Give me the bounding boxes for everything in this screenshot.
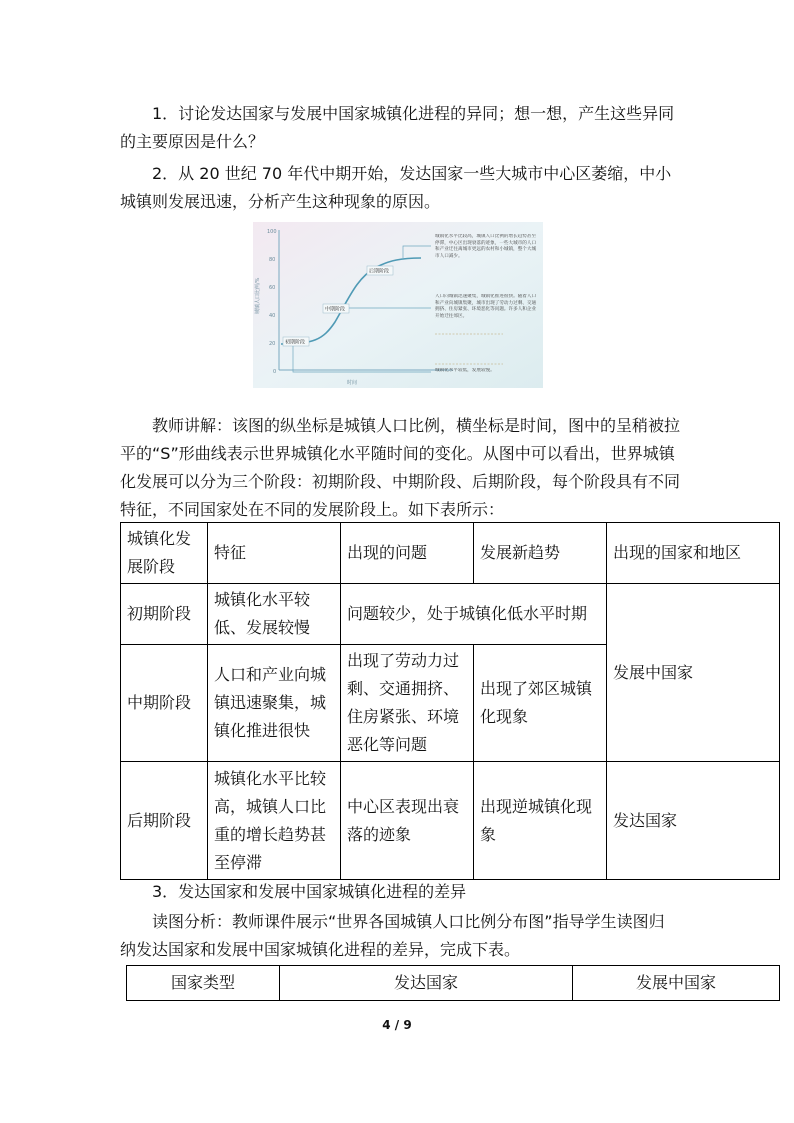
header-cell: 出现的国家和地区 xyxy=(607,523,780,584)
table-row xyxy=(121,762,780,880)
header-cell: 发达国家 xyxy=(280,966,573,1001)
urbanization-stages-table xyxy=(120,522,780,880)
y-tick: 40 xyxy=(269,313,276,319)
header-cell: 特征 xyxy=(208,523,341,584)
urbanization-s-curve-figure xyxy=(253,222,543,388)
stage-label-middle: 中期阶段 xyxy=(325,306,346,313)
feature-cell: 城镇化水平比较高，城镇人口比重的增长趋势甚至停滞 xyxy=(208,762,341,880)
teacher-explanation: 教师讲解：该图的纵坐标是城镇人口比例，横坐标是时间，图中的呈稍被拉平的“S”形曲线表示世界城镇化水平随时间的变化。从图中可以看出，世界城镇化发展可以分为三个阶段：初期阶段、中期阶段、后期阶段，每个阶段具有不同特征，不同国家处在不同的发展阶段上。如下表所示： xyxy=(120,416,681,519)
header-cell: 国家类型 xyxy=(127,966,280,1001)
y-tick: 100 xyxy=(267,229,277,235)
table-header-row xyxy=(127,966,780,1001)
header-cell: 发展新趋势 xyxy=(474,523,607,584)
section-3-body: 读图分析：教师课件展示“世界各国城镇人口比例分布图”指导学生读图归纳发达国家和发展中国家城镇化进程的差异，完成下表。 xyxy=(120,912,665,959)
table-row xyxy=(121,584,780,645)
region-cell: 发达国家 xyxy=(607,762,780,880)
table-header-row xyxy=(121,523,780,584)
stage-cell: 初期阶段 xyxy=(121,584,208,645)
header-cell: 发展中国家 xyxy=(573,966,780,1001)
problem-cell: 中心区表现出衰落的迹象 xyxy=(341,762,474,880)
section-3-title: 3．发达国家和发展中国家城镇化进程的差异 xyxy=(152,882,467,901)
y-tick: 80 xyxy=(269,257,276,263)
region-cell: 发展中国家 xyxy=(607,584,780,762)
question-2: 2．从 20 世纪 70 年代中期开始，发达国家一些大城市中心区萎缩，中小城镇则发展迅速，分析产生这种现象的原因。 xyxy=(120,164,672,211)
y-axis-label: 城镇人口比例/% xyxy=(255,277,261,314)
header-cell: 城镇化发展阶段 xyxy=(121,523,208,584)
feature-cell: 城镇化水平较低、发展较慢 xyxy=(208,584,341,645)
y-tick: 20 xyxy=(269,341,276,347)
note-late: 城镇化水平比较高，城镇人口比例的增长趋势甚至停滞，中心区出现衰落的迹象，一些大城市的人口和产业迁往离城市更远的农村和小城镇，整个大城市人口减少。 xyxy=(435,234,537,259)
page-number: 4 / 9 xyxy=(382,1018,412,1032)
y-tick: 0 xyxy=(273,369,277,375)
note-middle: 人口向城镇迅速聚集，城镇化推进很快。随着人口和产业向城镇集聚，城市出现了劳动力过剩、交通拥挤、住房紧张、环境恶化等问题。许多人和企业开始迁往郊区。 xyxy=(435,294,537,319)
stage-label-late: 后期阶段 xyxy=(369,268,390,275)
country-comparison-table xyxy=(126,965,780,1001)
y-tick: 60 xyxy=(269,285,276,291)
stage-label-early: 初期阶段 xyxy=(285,339,306,346)
trend-cell: 出现逆城镇化现象 xyxy=(474,762,607,880)
stage-cell: 后期阶段 xyxy=(121,762,208,880)
question-1: 1．讨论发达国家与发展中国家城镇化进程的异同；想一想，产生这些异同的主要原因是什么？ xyxy=(120,104,675,151)
feature-cell: 人口和产业向城镇迅速聚集，城镇化推进很快 xyxy=(208,645,341,762)
stage-cell: 中期阶段 xyxy=(121,645,208,762)
problem-trend-cell: 问题较少，处于城镇化低水平时期 xyxy=(341,584,607,645)
x-axis-label: 时间 xyxy=(347,380,358,386)
trend-cell: 出现了郊区城镇化现象 xyxy=(474,645,607,762)
header-cell: 出现的问题 xyxy=(341,523,474,584)
problem-cell: 出现了劳动力过剩、交通拥挤、住房紧张、环境恶化等问题 xyxy=(341,645,474,762)
note-early: 城镇化水平较低，发展较慢。 xyxy=(435,368,495,373)
